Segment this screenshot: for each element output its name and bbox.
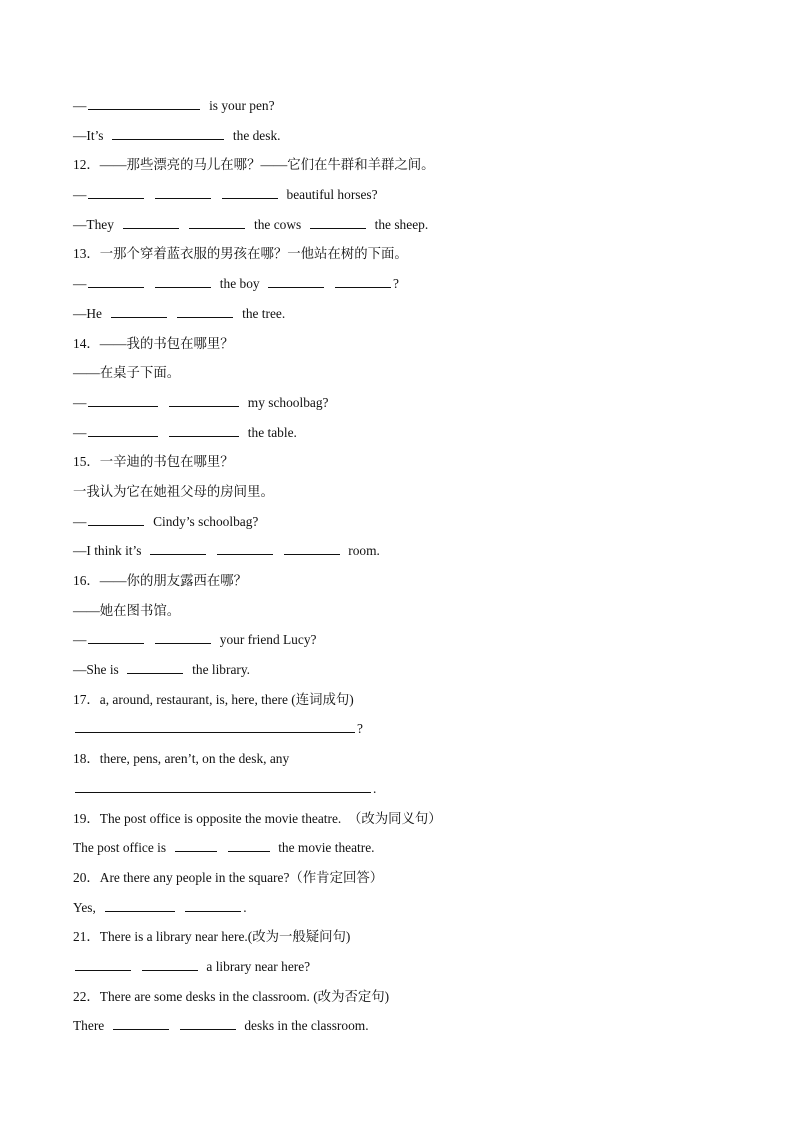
answer-blank[interactable]: [155, 274, 211, 288]
answer-blank[interactable]: [222, 185, 278, 199]
worksheet-line: [73, 897, 753, 927]
line-text: 17．a, around, restaurant, is, here, there (连词成句): [73, 691, 354, 707]
line-text: room.: [341, 543, 380, 559]
answer-blank[interactable]: [88, 96, 200, 110]
worksheet-line: [73, 511, 753, 541]
worksheet-line: [73, 778, 753, 808]
line-text: ——她在图书馆。: [73, 602, 181, 618]
line-text: 一我认为它在她祖父母的房间里。: [73, 483, 274, 499]
worksheet-line: [73, 303, 753, 333]
answer-blank[interactable]: [335, 274, 391, 288]
answer-blank[interactable]: [284, 541, 340, 555]
worksheet-line: [73, 808, 753, 838]
line-text: [146, 632, 153, 647]
line-text: [146, 276, 153, 291]
exercise-list: [73, 95, 753, 1045]
answer-blank[interactable]: [175, 838, 217, 852]
line-text: —: [73, 424, 87, 440]
line-text: —He: [73, 305, 109, 321]
worksheet-line: [73, 956, 753, 986]
line-text: There: [73, 1018, 111, 1034]
line-text: —: [73, 98, 87, 113]
worksheet-line: [73, 273, 753, 303]
answer-blank[interactable]: [169, 393, 239, 407]
line-text: a library near here?: [199, 958, 311, 974]
line-text: 12．——那些漂亮的马儿在哪？——它们在牛群和羊群之间。: [73, 157, 435, 173]
line-text: —: [73, 513, 87, 529]
worksheet-line: [73, 481, 753, 511]
line-text: 16．——你的朋友露西在哪？: [73, 573, 248, 588]
line-text: —: [73, 394, 87, 410]
line-text: is your pen?: [202, 98, 275, 113]
line-text: desks in the classroom.: [237, 1018, 369, 1034]
worksheet-line: [73, 867, 753, 897]
answer-blank[interactable]: [88, 512, 144, 526]
answer-blank[interactable]: [185, 898, 241, 912]
line-text: your friend Lucy?: [213, 632, 317, 648]
line-text: the boy: [213, 276, 267, 292]
worksheet-line: [73, 837, 753, 867]
line-text: ?: [357, 721, 363, 737]
line-text: the table.: [241, 424, 297, 440]
line-text: ?: [392, 276, 399, 292]
line-text: Yes,: [73, 899, 103, 915]
line-text: Cindy’s schoolbag?: [146, 513, 259, 529]
worksheet-line: [73, 1015, 753, 1045]
answer-blank[interactable]: [88, 274, 144, 288]
answer-blank[interactable]: [112, 126, 224, 140]
line-text: —: [73, 187, 87, 203]
line-text: [169, 306, 176, 321]
answer-blank[interactable]: [268, 274, 324, 288]
line-text: beautiful horses?: [279, 187, 378, 203]
line-text: 15．一辛迪的书包在哪里？: [73, 454, 234, 470]
worksheet-line: [73, 986, 753, 1016]
answer-blank[interactable]: [180, 1016, 236, 1030]
line-text: the sheep.: [367, 216, 429, 232]
line-text: .: [373, 780, 377, 796]
answer-blank[interactable]: [88, 423, 158, 437]
answer-blank[interactable]: [75, 719, 355, 733]
worksheet-line: [73, 540, 753, 570]
line-text: [160, 425, 167, 440]
line-text: [208, 543, 215, 558]
line-text: 18．there, pens, aren’t, on the desk, any: [73, 751, 290, 767]
worksheet-line: [73, 362, 753, 392]
line-text: the tree.: [235, 305, 286, 321]
worksheet-line: [73, 748, 753, 778]
answer-blank[interactable]: [142, 957, 198, 971]
line-text: [219, 840, 226, 855]
line-text: —: [73, 632, 87, 648]
answer-blank[interactable]: [105, 898, 175, 912]
worksheet-line: [73, 659, 753, 689]
line-text: [275, 543, 282, 558]
line-text: [133, 959, 140, 974]
line-text: the desk.: [226, 127, 281, 143]
line-text: the movie theatre.: [271, 840, 375, 856]
answer-blank[interactable]: [113, 1016, 169, 1030]
line-text: —They: [73, 216, 121, 232]
worksheet-line: [73, 95, 753, 125]
line-text: The post office is: [73, 840, 173, 856]
worksheet-line: [73, 333, 753, 363]
line-text: [171, 1018, 178, 1033]
worksheet-line: [73, 392, 753, 422]
line-text: —: [73, 276, 87, 292]
answer-blank[interactable]: [123, 215, 179, 229]
answer-blank[interactable]: [127, 660, 183, 674]
answer-blank[interactable]: [155, 185, 211, 199]
answer-blank[interactable]: [177, 304, 233, 318]
answer-blank[interactable]: [88, 393, 158, 407]
line-text: [146, 187, 153, 202]
line-text: 13．一那个穿着蓝衣服的男孩在哪？一他站在树的下面。: [73, 246, 408, 262]
answer-blank[interactable]: [111, 304, 167, 318]
answer-blank[interactable]: [310, 215, 366, 229]
answer-blank[interactable]: [155, 630, 211, 644]
line-text: —It’s: [73, 127, 111, 143]
line-text: —She is: [73, 662, 126, 678]
answer-blank[interactable]: [169, 423, 239, 437]
worksheet-line: [73, 570, 753, 600]
line-text: [177, 900, 184, 915]
line-text: .: [243, 899, 247, 915]
line-text: 21．There is a library near here.(改为一般疑问句): [73, 929, 351, 945]
worksheet-line: [73, 600, 753, 630]
worksheet-line: [73, 422, 753, 452]
line-text: 14．——我的书包在哪里？: [73, 335, 234, 351]
line-text: [160, 395, 167, 410]
answer-blank[interactable]: [75, 957, 131, 971]
line-text: 19．The post office is opposite the movie theatre. （改为同义句）: [73, 810, 442, 826]
line-text: [326, 276, 333, 291]
line-text: the cows: [247, 216, 308, 232]
line-text: my schoolbag?: [241, 394, 329, 410]
answer-blank[interactable]: [150, 541, 206, 555]
worksheet-line: [73, 243, 753, 273]
line-text: [181, 217, 188, 232]
answer-blank[interactable]: [75, 779, 371, 793]
worksheet-line: [73, 154, 753, 184]
worksheet-line: [73, 451, 753, 481]
answer-blank[interactable]: [217, 541, 273, 555]
answer-blank[interactable]: [88, 185, 144, 199]
worksheet-line: [73, 718, 753, 748]
answer-blank[interactable]: [189, 215, 245, 229]
worksheet-line: [73, 184, 753, 214]
worksheet-line: [73, 629, 753, 659]
line-text: —I think it’s: [73, 543, 149, 559]
worksheet-line: [73, 214, 753, 244]
answer-blank[interactable]: [228, 838, 270, 852]
worksheet-line: [73, 125, 753, 155]
line-text: 22．There are some desks in the classroom. (改为否定句): [73, 988, 390, 1004]
line-text: the library.: [185, 662, 251, 678]
line-text: 20．Are there any people in the square?（作肯定回答）: [73, 869, 384, 885]
worksheet-line: [73, 926, 753, 956]
answer-blank[interactable]: [88, 630, 144, 644]
line-text: ——在桌子下面。: [73, 365, 181, 381]
worksheet-line: [73, 689, 753, 719]
line-text: [213, 187, 220, 202]
